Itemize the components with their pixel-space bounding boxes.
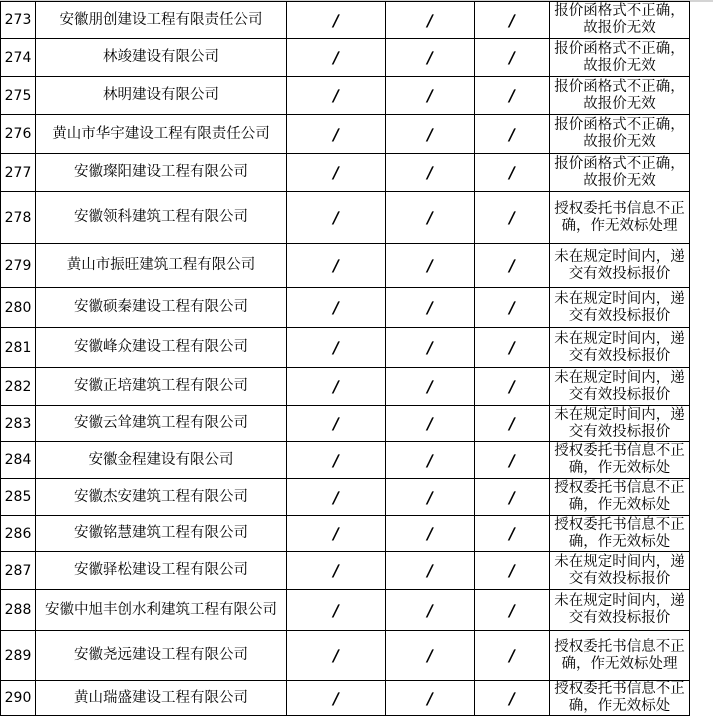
value-col-3 bbox=[475, 154, 550, 192]
slash-mark: / bbox=[425, 256, 435, 275]
company-name: 安徽领科建筑工程有限公司 bbox=[36, 192, 287, 244]
slash-mark: / bbox=[507, 256, 517, 275]
table-row bbox=[1, 442, 690, 479]
value-col-2 bbox=[386, 77, 475, 115]
value-col-2 bbox=[386, 154, 475, 192]
value-col-2 bbox=[386, 631, 475, 681]
slash-mark: / bbox=[425, 208, 435, 227]
remark: 报价函格式不正确，故报价无效 bbox=[550, 115, 690, 154]
value-col-1 bbox=[287, 406, 386, 442]
value-col-1 bbox=[287, 479, 386, 516]
value-col-2 bbox=[386, 328, 475, 368]
value-col-1 bbox=[287, 631, 386, 681]
slash-mark: / bbox=[507, 48, 517, 67]
value-col-3 bbox=[475, 2, 550, 39]
bid-results-table bbox=[0, 1, 690, 716]
row-number: 286 bbox=[1, 516, 36, 552]
slash-mark: / bbox=[425, 377, 435, 396]
table-row bbox=[1, 479, 690, 516]
row-number: 287 bbox=[1, 552, 36, 590]
slash-mark: / bbox=[425, 298, 435, 317]
remark: 授权委托书信息不正确，作无效标处 bbox=[550, 442, 690, 479]
value-col-3 bbox=[475, 288, 550, 328]
table-row bbox=[1, 39, 690, 77]
value-col-2 bbox=[386, 192, 475, 244]
company-name: 安徽杰安建筑工程有限公司 bbox=[36, 479, 287, 516]
company-name: 安徽朋创建设工程有限责任公司 bbox=[36, 2, 287, 39]
value-col-2 bbox=[386, 288, 475, 328]
remark: 未在规定时间内，递交有效投标报价 bbox=[550, 590, 690, 631]
company-name: 安徽中旭丰创水利建筑工程有限公司 bbox=[36, 590, 287, 631]
value-col-2 bbox=[386, 552, 475, 590]
slash-mark: / bbox=[331, 450, 341, 470]
value-col-1 bbox=[287, 154, 386, 192]
table-row bbox=[1, 406, 690, 442]
slash-mark: / bbox=[331, 256, 341, 275]
company-name: 安徽璨阳建设工程有限公司 bbox=[36, 154, 287, 192]
table-row bbox=[1, 115, 690, 154]
company-name: 黄山市华宇建设工程有限责任公司 bbox=[36, 115, 287, 154]
value-col-3 bbox=[475, 368, 550, 406]
value-col-2 bbox=[386, 244, 475, 288]
value-col-3 bbox=[475, 442, 550, 479]
value-col-1 bbox=[287, 442, 386, 479]
slash-mark: / bbox=[331, 124, 341, 144]
row-number: 274 bbox=[1, 39, 36, 77]
slash-mark: / bbox=[507, 208, 517, 227]
slash-mark: / bbox=[331, 487, 341, 507]
row-number: 282 bbox=[1, 368, 36, 406]
remark: 授权委托书信息不正确，作无效标处理 bbox=[550, 192, 690, 244]
remark: 报价函格式不正确，故报价无效 bbox=[550, 39, 690, 77]
slash-mark: / bbox=[507, 124, 517, 144]
value-col-2 bbox=[386, 406, 475, 442]
slash-mark: / bbox=[507, 561, 517, 580]
remark: 报价函格式不正确，故报价无效 bbox=[550, 77, 690, 115]
remark: 报价函格式不正确，故报价无效 bbox=[550, 2, 690, 39]
row-number: 276 bbox=[1, 115, 36, 154]
value-col-1 bbox=[287, 552, 386, 590]
slash-mark: / bbox=[507, 524, 517, 543]
value-col-3 bbox=[475, 328, 550, 368]
slash-mark: / bbox=[425, 646, 435, 665]
value-col-3 bbox=[475, 479, 550, 516]
slash-mark: / bbox=[331, 208, 341, 227]
slash-mark: / bbox=[331, 86, 341, 105]
company-name: 安徽铭慧建筑工程有限公司 bbox=[36, 516, 287, 552]
value-col-2 bbox=[386, 516, 475, 552]
company-name: 黄山市振旺建筑工程有限公司 bbox=[36, 244, 287, 288]
remark: 授权委托书信息不正确，作无效标处 bbox=[550, 516, 690, 552]
value-col-2 bbox=[386, 442, 475, 479]
table-row bbox=[1, 244, 690, 288]
value-col-2 bbox=[386, 115, 475, 154]
slash-mark: / bbox=[425, 414, 435, 433]
remark: 未在规定时间内，递交有效投标报价 bbox=[550, 406, 690, 442]
value-col-3 bbox=[475, 39, 550, 77]
slash-mark: / bbox=[331, 338, 341, 357]
value-col-3 bbox=[475, 115, 550, 154]
row-number: 285 bbox=[1, 479, 36, 516]
slash-mark: / bbox=[425, 561, 435, 580]
table-row bbox=[1, 328, 690, 368]
value-col-1 bbox=[287, 368, 386, 406]
slash-mark: / bbox=[425, 124, 435, 144]
slash-mark: / bbox=[507, 86, 517, 105]
table-row bbox=[1, 590, 690, 631]
value-col-2 bbox=[386, 681, 475, 716]
table-row bbox=[1, 552, 690, 590]
company-name: 安徽尧远建设工程有限公司 bbox=[36, 631, 287, 681]
value-col-1 bbox=[287, 328, 386, 368]
value-col-3 bbox=[475, 244, 550, 288]
slash-mark: / bbox=[331, 298, 341, 317]
remark: 未在规定时间内，递交有效投标报价 bbox=[550, 244, 690, 288]
table-row bbox=[1, 77, 690, 115]
row-number: 283 bbox=[1, 406, 36, 442]
value-col-1 bbox=[287, 115, 386, 154]
slash-mark: / bbox=[507, 487, 517, 507]
value-col-1 bbox=[287, 192, 386, 244]
remark: 授权委托书信息不正确，作无效标处理 bbox=[550, 631, 690, 681]
slash-mark: / bbox=[331, 646, 341, 665]
slash-mark: / bbox=[507, 688, 517, 708]
slash-mark: / bbox=[425, 10, 435, 30]
slash-mark: / bbox=[507, 646, 517, 665]
row-number: 275 bbox=[1, 77, 36, 115]
table-row bbox=[1, 368, 690, 406]
company-name: 安徽驿松建设工程有限公司 bbox=[36, 552, 287, 590]
company-name: 安徽峰众建设工程有限公司 bbox=[36, 328, 287, 368]
value-col-3 bbox=[475, 406, 550, 442]
slash-mark: / bbox=[425, 600, 435, 620]
slash-mark: / bbox=[425, 450, 435, 470]
slash-mark: / bbox=[425, 524, 435, 543]
slash-mark: / bbox=[331, 524, 341, 543]
slash-mark: / bbox=[331, 600, 341, 620]
value-col-2 bbox=[386, 479, 475, 516]
slash-mark: / bbox=[331, 10, 341, 30]
table-row bbox=[1, 681, 690, 716]
row-number: 278 bbox=[1, 192, 36, 244]
value-col-1 bbox=[287, 516, 386, 552]
slash-mark: / bbox=[425, 48, 435, 67]
value-col-2 bbox=[386, 39, 475, 77]
row-number: 277 bbox=[1, 154, 36, 192]
remark: 授权委托书信息不正确，作无效标处 bbox=[550, 681, 690, 716]
value-col-1 bbox=[287, 2, 386, 39]
company-name: 安徽正培建筑工程有限公司 bbox=[36, 368, 287, 406]
table-row bbox=[1, 2, 690, 39]
company-name: 安徽硕秦建设工程有限公司 bbox=[36, 288, 287, 328]
table-row bbox=[1, 154, 690, 192]
company-name: 林明建设有限公司 bbox=[36, 77, 287, 115]
slash-mark: / bbox=[331, 414, 341, 433]
row-number: 281 bbox=[1, 328, 36, 368]
value-col-3 bbox=[475, 192, 550, 244]
value-col-3 bbox=[475, 631, 550, 681]
row-number: 280 bbox=[1, 288, 36, 328]
row-number: 290 bbox=[1, 681, 36, 716]
remark: 授权委托书信息不正确，作无效标处 bbox=[550, 479, 690, 516]
slash-mark: / bbox=[507, 298, 517, 317]
slash-mark: / bbox=[331, 163, 341, 182]
value-col-3 bbox=[475, 77, 550, 115]
slash-mark: / bbox=[331, 48, 341, 67]
value-col-3 bbox=[475, 590, 550, 631]
slash-mark: / bbox=[425, 688, 435, 708]
row-number: 273 bbox=[1, 2, 36, 39]
remark: 未在规定时间内，递交有效投标报价 bbox=[550, 288, 690, 328]
row-number: 288 bbox=[1, 590, 36, 631]
slash-mark: / bbox=[507, 450, 517, 470]
slash-mark: / bbox=[425, 338, 435, 357]
slash-mark: / bbox=[507, 414, 517, 433]
company-name: 安徽金程建设有限公司 bbox=[36, 442, 287, 479]
remark: 未在规定时间内，递交有效投标报价 bbox=[550, 328, 690, 368]
slash-mark: / bbox=[507, 377, 517, 396]
value-col-1 bbox=[287, 590, 386, 631]
slash-mark: / bbox=[425, 86, 435, 105]
row-number: 279 bbox=[1, 244, 36, 288]
value-col-1 bbox=[287, 244, 386, 288]
table-row bbox=[1, 288, 690, 328]
value-col-2 bbox=[386, 590, 475, 631]
remark: 报价函格式不正确，故报价无效 bbox=[550, 154, 690, 192]
slash-mark: / bbox=[507, 163, 517, 182]
value-col-3 bbox=[475, 552, 550, 590]
slash-mark: / bbox=[425, 163, 435, 182]
value-col-2 bbox=[386, 2, 475, 39]
remark: 未在规定时间内，递交有效投标报价 bbox=[550, 552, 690, 590]
slash-mark: / bbox=[507, 600, 517, 620]
table-row bbox=[1, 192, 690, 244]
table-row bbox=[1, 631, 690, 681]
row-number: 289 bbox=[1, 631, 36, 681]
company-name: 林竣建设有限公司 bbox=[36, 39, 287, 77]
company-name: 安徽云耸建筑工程有限公司 bbox=[36, 406, 287, 442]
slash-mark: / bbox=[331, 377, 341, 396]
row-number: 284 bbox=[1, 442, 36, 479]
value-col-1 bbox=[287, 681, 386, 716]
value-col-1 bbox=[287, 77, 386, 115]
table-body bbox=[1, 2, 690, 716]
value-col-3 bbox=[475, 681, 550, 716]
company-name: 黄山瑞盛建设工程有限公司 bbox=[36, 681, 287, 716]
value-col-2 bbox=[386, 368, 475, 406]
slash-mark: / bbox=[331, 561, 341, 580]
slash-mark: / bbox=[507, 10, 517, 30]
value-col-1 bbox=[287, 39, 386, 77]
value-col-1 bbox=[287, 288, 386, 328]
slash-mark: / bbox=[425, 487, 435, 507]
remark: 未在规定时间内，递交有效投标报价 bbox=[550, 368, 690, 406]
slash-mark: / bbox=[507, 338, 517, 357]
value-col-3 bbox=[475, 516, 550, 552]
table-row bbox=[1, 516, 690, 552]
slash-mark: / bbox=[331, 688, 341, 708]
